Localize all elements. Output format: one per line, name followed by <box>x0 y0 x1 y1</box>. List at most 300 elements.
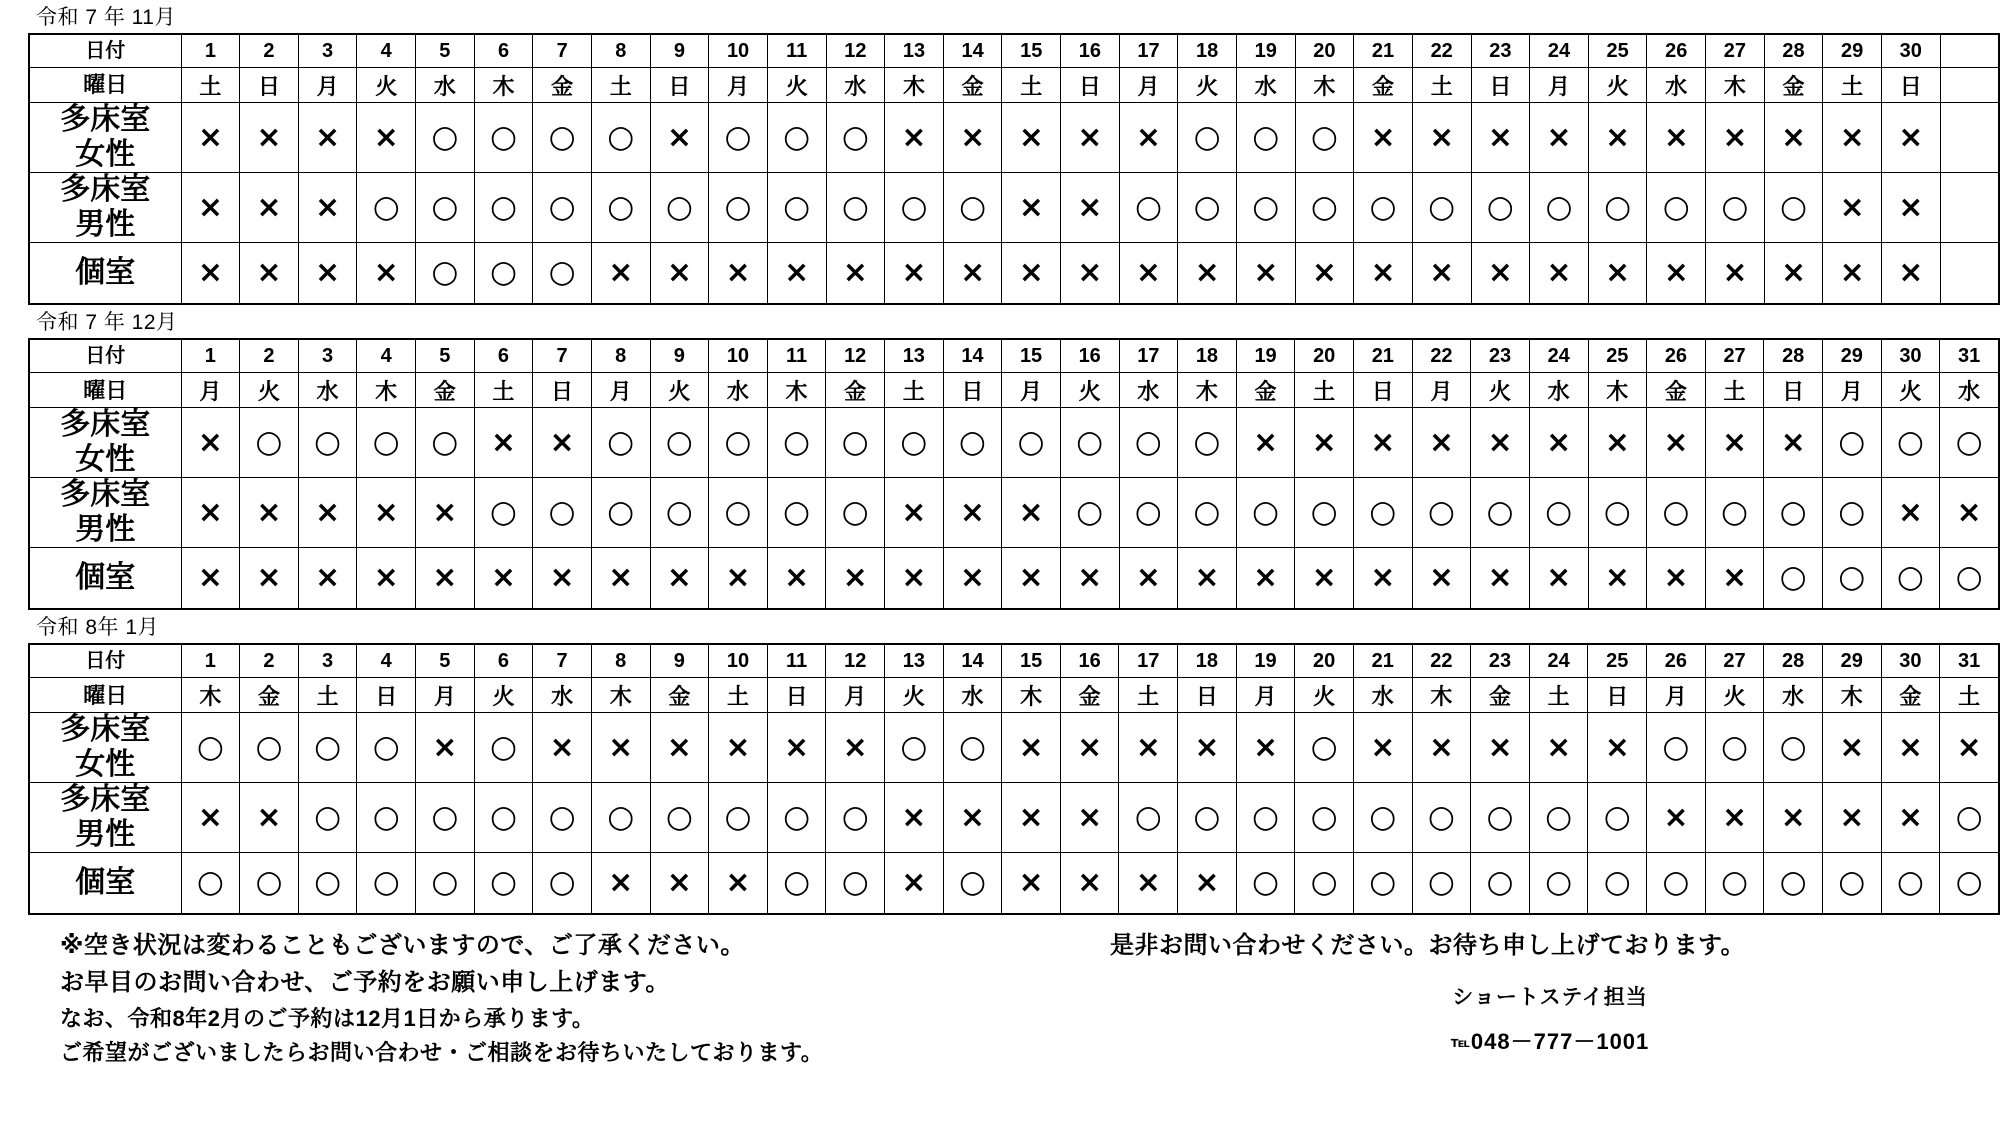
room-type-label-line2: 女性 <box>75 137 136 171</box>
room-type-label-line2: 女性 <box>75 747 136 781</box>
circle-icon: ○ <box>1545 188 1573 225</box>
circle-icon: ○ <box>1838 423 1866 460</box>
circle-icon: ○ <box>665 798 693 835</box>
availability-mark-open <box>1588 853 1647 915</box>
circle-icon: ○ <box>1779 559 1807 596</box>
circle-icon: ○ <box>607 493 635 530</box>
cross-icon: × <box>901 119 927 155</box>
availability-mark-full <box>1764 243 1823 305</box>
circle-icon: ○ <box>1721 728 1749 765</box>
cross-icon: × <box>666 729 692 765</box>
dow-cell: 日 <box>1881 68 1940 103</box>
date-cell: 4 <box>357 644 416 678</box>
circle-icon: ○ <box>1310 188 1338 225</box>
availability-mark-full <box>1530 103 1589 173</box>
availability-mark-full <box>1706 103 1765 173</box>
circle-icon: ○ <box>1721 864 1749 901</box>
cross-icon: × <box>1839 189 1865 225</box>
cross-icon: × <box>901 865 927 901</box>
notes-section <box>0 927 2000 1070</box>
availability-mark-full <box>1178 243 1237 305</box>
availability-mark-full <box>1764 103 1823 173</box>
circle-icon: ○ <box>958 728 986 765</box>
availability-mark-open <box>1529 853 1588 915</box>
dow-cell: 水 <box>1940 373 1999 408</box>
dow-cell: 金 <box>1881 678 1940 713</box>
availability-mark-open <box>474 713 533 783</box>
cross-icon: × <box>784 255 810 291</box>
cross-icon: × <box>959 494 985 530</box>
availability-mark-full <box>1822 783 1881 853</box>
cross-icon: × <box>725 729 751 765</box>
cross-icon: × <box>1370 424 1396 460</box>
date-cell: 26 <box>1647 644 1706 678</box>
cross-icon: × <box>1429 119 1455 155</box>
room-type-label-line1: 多床室 <box>60 713 151 747</box>
date-cell: 26 <box>1647 339 1706 373</box>
date-cell: 7 <box>533 34 592 68</box>
circle-icon: ○ <box>1193 493 1221 530</box>
dow-cell: 土 <box>709 678 768 713</box>
dow-cell: 日 <box>1178 678 1237 713</box>
availability-table-2 <box>28 338 2000 610</box>
availability-mark-open <box>1236 853 1295 915</box>
availability-row <box>29 478 1999 548</box>
availability-mark-full <box>474 548 533 610</box>
availability-mark-open <box>1588 783 1647 853</box>
circle-icon: ○ <box>724 798 752 835</box>
dow-cell: 土 <box>1940 678 1999 713</box>
cross-icon: × <box>1077 799 1103 835</box>
availability-mark-open <box>1764 853 1823 915</box>
cross-icon: × <box>1311 560 1337 596</box>
date-cell: 31 <box>1940 644 1999 678</box>
cross-icon: × <box>432 494 458 530</box>
availability-mark-open <box>767 408 826 478</box>
cross-icon: × <box>1018 865 1044 901</box>
circle-icon: ○ <box>489 118 518 155</box>
availability-mark-full <box>885 103 944 173</box>
availability-mark-full <box>533 408 592 478</box>
cross-icon: × <box>1428 560 1454 596</box>
availability-mark-full <box>1236 243 1295 305</box>
availability-mark-full <box>650 103 709 173</box>
cross-icon: × <box>1135 255 1162 291</box>
cross-icon: × <box>1194 865 1220 901</box>
dow-cell: 水 <box>826 68 885 103</box>
availability-mark-full <box>1061 243 1120 305</box>
availability-mark-open <box>474 853 533 915</box>
circle-icon: ○ <box>548 254 576 291</box>
cross-icon: × <box>1839 799 1865 835</box>
availability-mark-full <box>1529 713 1588 783</box>
dow-cell: 金 <box>826 373 885 408</box>
date-cell: 22 <box>1412 339 1471 373</box>
availability-mark-full <box>416 713 475 783</box>
cross-icon: × <box>1253 255 1279 291</box>
date-cell: 17 <box>1119 644 1178 678</box>
cross-icon: × <box>1077 189 1103 225</box>
availability-mark-open <box>1295 783 1354 853</box>
availability-mark-full <box>1588 243 1647 305</box>
availability-mark-open <box>885 408 944 478</box>
availability-mark-full <box>1295 243 1354 305</box>
availability-mark-open <box>298 408 357 478</box>
availability-mark-full <box>1940 478 1999 548</box>
availability-mark-open <box>650 408 709 478</box>
availability-mark-full <box>826 548 885 610</box>
circle-icon: ○ <box>1486 798 1514 835</box>
availability-mark-open <box>767 173 826 243</box>
dow-cell: 金 <box>1060 678 1119 713</box>
availability-mark-open <box>1412 853 1471 915</box>
availability-mark-open <box>1236 103 1295 173</box>
availability-mark-full <box>357 478 416 548</box>
availability-mark-open <box>533 783 592 853</box>
availability-mark-full <box>357 243 416 305</box>
circle-icon: ○ <box>900 728 928 765</box>
circle-icon: ○ <box>783 493 811 530</box>
month-block-1 <box>0 0 2000 305</box>
dow-row <box>29 68 1999 103</box>
availability-mark-open <box>709 783 768 853</box>
cross-icon: × <box>373 560 399 596</box>
circle-icon: ○ <box>900 423 928 460</box>
availability-mark-full <box>1881 173 1940 243</box>
cross-icon: × <box>1194 255 1220 291</box>
availability-mark-full <box>885 548 944 610</box>
cross-icon: × <box>256 255 282 291</box>
circle-icon: ○ <box>724 118 752 155</box>
date-cell: 27 <box>1705 339 1764 373</box>
availability-mark-full <box>1471 243 1530 305</box>
cross-icon: × <box>1722 119 1748 155</box>
circle-icon: ○ <box>1779 864 1807 901</box>
dow-cell: 金 <box>1647 373 1706 408</box>
availability-mark-full <box>1940 713 1999 783</box>
cross-icon: × <box>666 119 692 155</box>
circle-icon: ○ <box>1603 864 1631 901</box>
cross-icon: × <box>1487 255 1513 291</box>
availability-mark-full <box>1705 408 1764 478</box>
circle-icon: ○ <box>841 118 869 155</box>
circle-icon: ○ <box>372 728 400 765</box>
availability-mark-open <box>416 783 475 853</box>
date-cell: 11 <box>767 339 826 373</box>
cross-icon: × <box>1370 119 1396 155</box>
availability-mark-full <box>1412 103 1471 173</box>
circle-icon: ○ <box>1779 493 1807 530</box>
cross-icon: × <box>373 255 399 291</box>
dow-row <box>29 678 1999 713</box>
availability-mark-full <box>1412 408 1471 478</box>
availability-mark-full <box>1412 548 1471 610</box>
cross-icon: × <box>1018 189 1044 225</box>
circle-icon: ○ <box>1369 188 1397 225</box>
circle-icon: ○ <box>255 728 283 765</box>
room-type-label <box>29 478 181 548</box>
circle-icon: ○ <box>1662 728 1690 765</box>
date-cell: 24 <box>1529 644 1588 678</box>
room-type-label-line1: 多床室 <box>60 173 151 207</box>
availability-mark-open <box>357 853 416 915</box>
cross-icon: × <box>373 119 399 155</box>
availability-mark-full <box>1354 408 1413 478</box>
cross-icon: × <box>1898 189 1924 225</box>
circle-icon: ○ <box>372 423 400 460</box>
cross-icon: × <box>1194 560 1220 596</box>
availability-mark-full <box>1881 478 1940 548</box>
date-cell: 2 <box>240 339 299 373</box>
availability-mark-open <box>357 408 416 478</box>
cross-icon: × <box>666 560 692 596</box>
dow-cell: 日 <box>767 678 826 713</box>
date-cell: 21 <box>1354 339 1413 373</box>
circle-icon: ○ <box>489 798 517 835</box>
availability-mark-open <box>1295 103 1354 173</box>
dow-cell: 月 <box>826 678 885 713</box>
circle-icon: ○ <box>1838 559 1866 596</box>
cross-icon: × <box>314 494 341 530</box>
cross-icon: × <box>1663 255 1689 291</box>
dow-cell: 土 <box>1002 68 1061 103</box>
cross-icon: × <box>1897 729 1923 765</box>
cross-icon: × <box>197 255 223 291</box>
availability-mark-full <box>1822 713 1881 783</box>
availability-mark-full <box>1178 713 1237 783</box>
availability-mark-open <box>826 103 885 173</box>
date-cell: 4 <box>357 339 416 373</box>
circle-icon: ○ <box>314 864 342 901</box>
dow-cell: 水 <box>1647 68 1706 103</box>
cross-icon: × <box>1780 119 1807 155</box>
dow-cell: 月 <box>1119 68 1178 103</box>
cross-icon: × <box>608 865 634 901</box>
cross-icon: × <box>666 255 692 291</box>
availability-mark-open <box>1529 783 1588 853</box>
availability-mark-full <box>1061 103 1120 173</box>
room-type-label <box>29 173 181 243</box>
availability-mark-open <box>1412 173 1471 243</box>
availability-mark-full <box>943 478 1002 548</box>
availability-mark-open <box>826 173 885 243</box>
availability-mark-full <box>1881 713 1940 783</box>
circle-icon: ○ <box>548 864 576 901</box>
cross-icon: × <box>1428 729 1454 765</box>
date-cell: 20 <box>1295 34 1354 68</box>
availability-mark-full <box>1002 713 1061 783</box>
availability-mark-open <box>533 173 592 243</box>
availability-mark-full <box>650 853 709 915</box>
availability-mark-full <box>1588 713 1647 783</box>
circle-icon: ○ <box>1252 798 1280 835</box>
availability-mark-full <box>298 548 357 610</box>
date-row <box>29 644 1999 678</box>
empty-cell <box>1940 34 1999 68</box>
cross-icon: × <box>666 865 692 901</box>
cross-icon: × <box>1604 729 1630 765</box>
availability-mark-full <box>1530 243 1589 305</box>
room-type-label-line2: 男性 <box>75 512 136 546</box>
availability-mark-open <box>1353 853 1412 915</box>
cross-icon: × <box>1780 255 1807 291</box>
cross-icon: × <box>1780 799 1806 835</box>
date-cell: 9 <box>650 34 709 68</box>
date-cell: 22 <box>1412 644 1471 678</box>
circle-icon: ○ <box>1252 864 1280 901</box>
availability-mark-full <box>591 713 650 783</box>
date-cell: 18 <box>1178 339 1237 373</box>
cross-icon: × <box>315 119 341 155</box>
availability-mark-open <box>1295 713 1354 783</box>
availability-mark-full <box>1002 478 1061 548</box>
cross-icon: × <box>1721 799 1748 835</box>
date-cell: 6 <box>474 644 533 678</box>
dow-cell: 火 <box>1881 373 1940 408</box>
cross-icon: × <box>197 119 223 155</box>
availability-mark-full <box>709 713 768 783</box>
availability-row <box>29 408 1999 478</box>
circle-icon: ○ <box>548 188 576 225</box>
circle-icon: ○ <box>1486 864 1514 901</box>
availability-mark-open <box>474 173 533 243</box>
availability-mark-full <box>1061 173 1120 243</box>
contact-phone <box>1110 1025 1990 1059</box>
availability-mark-open <box>1706 173 1765 243</box>
date-cell: 7 <box>533 644 592 678</box>
cross-icon: × <box>432 560 458 596</box>
availability-mark-open <box>1119 783 1178 853</box>
availability-mark-full <box>1881 783 1940 853</box>
date-cell: 4 <box>357 34 416 68</box>
availability-mark-open <box>767 783 826 853</box>
cross-icon: × <box>1487 729 1513 765</box>
note-line-4: ご希望がございましたらお問い合わせ・ご相談をお待ちいたしております。 <box>60 1039 824 1065</box>
date-cell: 1 <box>181 644 240 678</box>
date-cell: 20 <box>1295 644 1354 678</box>
dow-cell: 土 <box>1529 678 1588 713</box>
dow-cell: 水 <box>1353 678 1412 713</box>
availability-mark-open <box>1295 478 1354 548</box>
month-block-3 <box>0 610 2000 915</box>
cross-icon: × <box>256 494 282 530</box>
availability-mark-open <box>1354 478 1413 548</box>
month-title: 令和 8年 1月 <box>36 616 160 640</box>
circle-icon: ○ <box>959 188 987 225</box>
circle-icon: ○ <box>607 188 635 225</box>
cross-icon: × <box>1663 119 1689 155</box>
dow-cell: 木 <box>1178 373 1237 408</box>
circle-icon: ○ <box>1662 493 1690 530</box>
cross-icon: × <box>784 729 810 765</box>
circle-icon: ○ <box>1662 188 1690 225</box>
dow-cell: 月 <box>1647 678 1706 713</box>
circle-icon: ○ <box>665 423 693 460</box>
circle-icon: ○ <box>431 188 459 225</box>
cross-icon: × <box>901 255 927 291</box>
availability-mark-full <box>885 853 944 915</box>
dow-cell: 土 <box>1823 68 1882 103</box>
circle-icon: ○ <box>372 864 400 901</box>
date-cell: 29 <box>1823 339 1882 373</box>
availability-mark-open <box>1236 173 1295 243</box>
dow-cell: 木 <box>885 68 944 103</box>
availability-mark-open <box>1881 548 1940 610</box>
availability-mark-open <box>1647 173 1706 243</box>
date-cell: 5 <box>416 339 475 373</box>
dow-cell: 日 <box>1471 68 1530 103</box>
date-cell: 1 <box>181 339 240 373</box>
cross-icon: × <box>1077 729 1103 765</box>
availability-mark-full <box>1705 548 1764 610</box>
availability-mark-full <box>1002 783 1061 853</box>
dow-cell: 水 <box>1529 373 1588 408</box>
circle-icon: ○ <box>255 864 283 901</box>
circle-icon: ○ <box>314 798 342 835</box>
date-cell: 23 <box>1471 34 1530 68</box>
cross-icon: × <box>1429 255 1455 291</box>
date-cell: 31 <box>1940 339 1999 373</box>
date-row-label: 日付 <box>29 34 181 68</box>
dow-row-label: 曜日 <box>29 68 181 103</box>
availability-mark-open <box>1236 783 1295 853</box>
availability-mark-open <box>943 713 1002 783</box>
dow-cell: 土 <box>474 373 533 408</box>
cross-icon: × <box>373 494 399 530</box>
date-cell: 25 <box>1588 644 1647 678</box>
availability-mark-full <box>240 548 299 610</box>
circle-icon: ○ <box>783 423 811 460</box>
dow-cell: 火 <box>474 678 533 713</box>
circle-icon: ○ <box>1779 728 1807 765</box>
availability-mark-full <box>1002 853 1061 915</box>
availability-mark-open <box>1764 548 1823 610</box>
cross-icon: × <box>1018 729 1044 765</box>
cross-icon: × <box>1077 119 1103 155</box>
date-cell: 24 <box>1530 34 1589 68</box>
cross-icon: × <box>1487 424 1513 460</box>
note-line-3: なお、令和8年2月のご予約は12月1日から承ります。 <box>60 1005 595 1031</box>
availability-mark-full <box>181 173 240 243</box>
circle-icon: ○ <box>958 864 986 901</box>
cross-icon: × <box>197 189 223 225</box>
cross-icon: × <box>1194 729 1220 765</box>
availability-mark-open <box>357 713 416 783</box>
availability-mark-open <box>943 408 1002 478</box>
dow-cell: 日 <box>943 373 1002 408</box>
dow-cell: 金 <box>1354 68 1413 103</box>
cross-icon: × <box>1605 119 1631 155</box>
circle-icon: ○ <box>841 798 869 835</box>
circle-icon: ○ <box>1721 493 1749 530</box>
circle-icon: ○ <box>489 493 517 530</box>
availability-mark-full <box>1647 548 1706 610</box>
availability-mark-full <box>1002 548 1061 610</box>
dow-cell: 月 <box>1412 373 1471 408</box>
availability-mark-open <box>533 243 592 305</box>
date-cell: 13 <box>885 339 944 373</box>
cross-icon: × <box>1018 560 1044 596</box>
availability-mark-open <box>416 853 475 915</box>
availability-row <box>29 783 1999 853</box>
dow-cell: 日 <box>1354 373 1413 408</box>
circle-icon: ○ <box>1369 493 1397 530</box>
date-cell: 12 <box>826 339 885 373</box>
availability-mark-open <box>826 408 885 478</box>
dow-cell: 木 <box>181 678 240 713</box>
availability-mark-open <box>826 853 885 915</box>
cross-icon: × <box>256 189 282 225</box>
